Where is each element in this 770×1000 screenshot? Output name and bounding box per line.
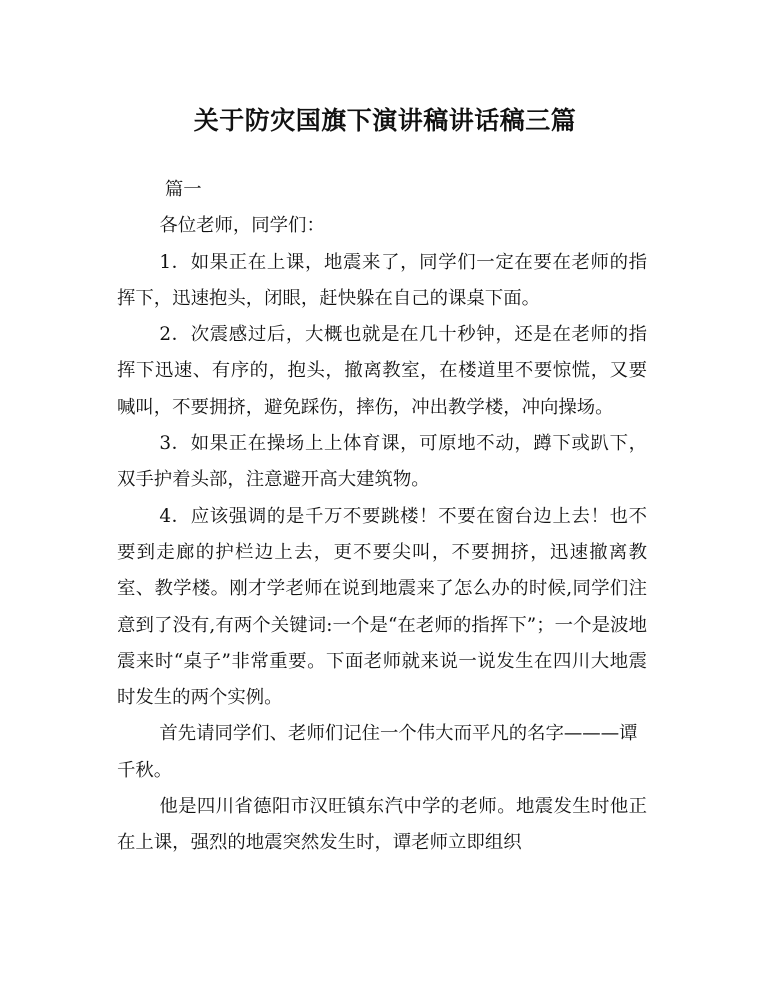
document-title: 关于防灾国旗下演讲稿讲话稿三篇 (193, 105, 577, 135)
paragraph-1: 1．如果正在上课，地震来了，同学们一定在要在老师的指挥下，迅速抱头，闭眼，赶快躲在自己的课桌下面。 (117, 251, 647, 309)
paragraph-5: 首先请同学们、老师们记住一个伟大而平凡的名字———谭千秋。 (117, 723, 638, 781)
paragraph-3: 3．如果正在操场上上体育课，可原地不动，蹲下或趴下，双手护着头部，注意避开高大建筑物。 (117, 433, 647, 491)
section-heading: 篇一 (164, 179, 202, 200)
paragraph-2: 2．次震感过后，大概也就是在几十秒钟，还是在老师的指挥下迅速、有序的，抱头，撤离教室，在楼道里不要惊慌，又要喊叫，不要拥挤，避免踩伤，摔伤，冲出教学楼，冲向操场。 (117, 324, 647, 418)
document-body (117, 172, 647, 862)
salutation: 各位老师，同学们： (159, 215, 325, 237)
paragraph-6: 他是四川省德阳市汉旺镇东汽中学的老师。地震发生时他正在上课，强烈的地震突然发生时，谭老师立即组织 (117, 796, 647, 854)
paragraph-4: 4．应该强调的是千万不要跳楼！不要在窗台边上去！也不要到走廊的护栏边上去，更不要尖叫，不要拥挤，迅速撤离教室、教学楼。刚才学老师在说到地震来了怎么办的时候,同学们注意到了没有,有两个关键词:一个是“在老师的指挥下”；一个是波地震来时“桌子”非常重要。下面老师就来说一说发生在四川大地震时发生的两个实例。 (117, 505, 647, 709)
